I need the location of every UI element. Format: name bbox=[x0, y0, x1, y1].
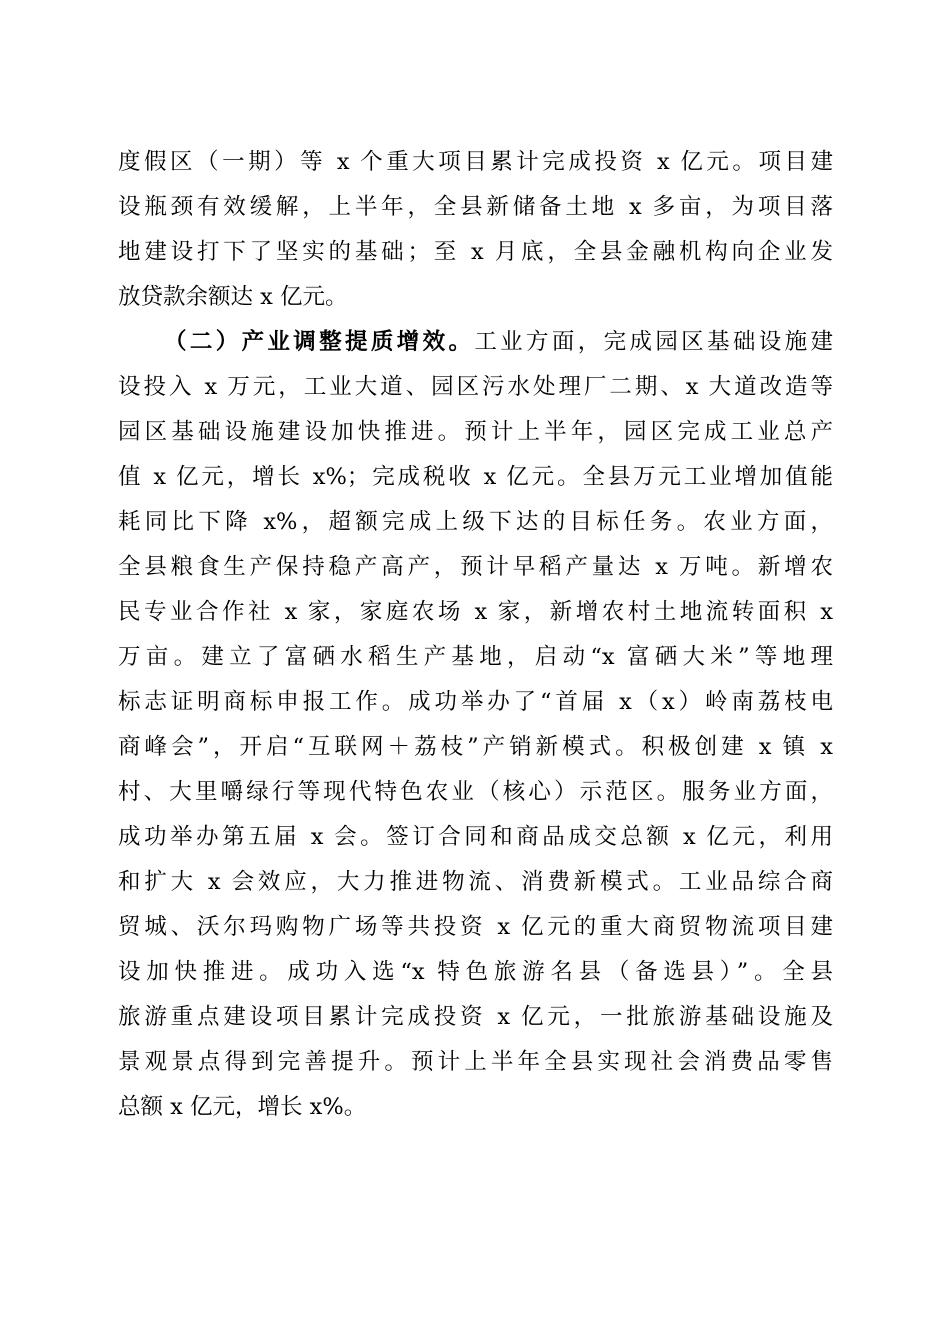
text-line: 和扩大 x 会效应，大力推进物流、消费新模式。工业品综合商 bbox=[118, 869, 833, 895]
text-fragment: 工业方面，完成园区基础设施建 bbox=[474, 329, 833, 355]
paragraph-1 bbox=[118, 140, 833, 320]
text-line: 景观景点得到完善提升。预计上半年全县实现社会消费品零售 bbox=[118, 1049, 833, 1075]
text-line: 园区基础设施建设加快推进。预计上半年，园区完成工业总产 bbox=[118, 419, 833, 445]
section-heading: （二）产业调整提质增效。 bbox=[164, 329, 475, 355]
text-line: 放贷款余额达 x 亿元。 bbox=[118, 284, 348, 310]
text-line: 旅游重点建设项目累计完成投资 x 亿元，一批旅游基础设施及 bbox=[118, 1004, 833, 1030]
text-line: 商峰会”，开启“互联网＋荔枝”产销新模式。积极创建 x 镇 x bbox=[118, 734, 833, 760]
text-line: 民专业合作社 x 家，家庭农场 x 家，新增农村土地流转面积 x bbox=[118, 599, 833, 625]
text-line: 设加快推进。成功入选“x 特色旅游名县（备选县）”。全县 bbox=[118, 959, 833, 985]
text-line: 总额 x 亿元，增长 x%。 bbox=[118, 1094, 367, 1120]
text-line bbox=[118, 320, 833, 365]
text-line: 值 x 亿元，增长 x%；完成税收 x 亿元。全县万元工业增加值能 bbox=[118, 464, 833, 490]
text-line: 地建设打下了坚实的基础；至 x 月底，全县金融机构向企业发 bbox=[118, 239, 833, 265]
text-line: 成功举办第五届 x 会。签订合同和商品成交总额 x 亿元，利用 bbox=[118, 824, 833, 850]
text-line: 设瓶颈有效缓解，上半年，全县新储备土地 x 多亩，为项目落 bbox=[118, 194, 833, 220]
text-line: 耗同比下降 x%，超额完成上级下达的目标任务。农业方面， bbox=[118, 509, 833, 535]
body-text bbox=[118, 140, 833, 1130]
paragraph-2 bbox=[118, 320, 833, 1130]
text-line: 万亩。建立了富硒水稻生产基地，启动“x 富硒大米”等地理 bbox=[118, 644, 833, 670]
text-line: 村、大里嚼绿行等现代特色农业（核心）示范区。服务业方面， bbox=[118, 779, 833, 805]
text-line: 设投入 x 万元，工业大道、园区污水处理厂二期、x 大道改造等 bbox=[118, 374, 833, 400]
text-line: 全县粮食生产保持稳产高产，预计早稻产量达 x 万吨。新增农 bbox=[118, 554, 833, 580]
text-line: 贸城、沃尔玛购物广场等共投资 x 亿元的重大商贸物流项目建 bbox=[118, 914, 833, 940]
text-line: 度假区（一期）等 x 个重大项目累计完成投资 x 亿元。项目建 bbox=[118, 149, 833, 175]
text-line: 标志证明商标申报工作。成功举办了“首届 x（x）岭南荔枝电 bbox=[118, 689, 833, 715]
